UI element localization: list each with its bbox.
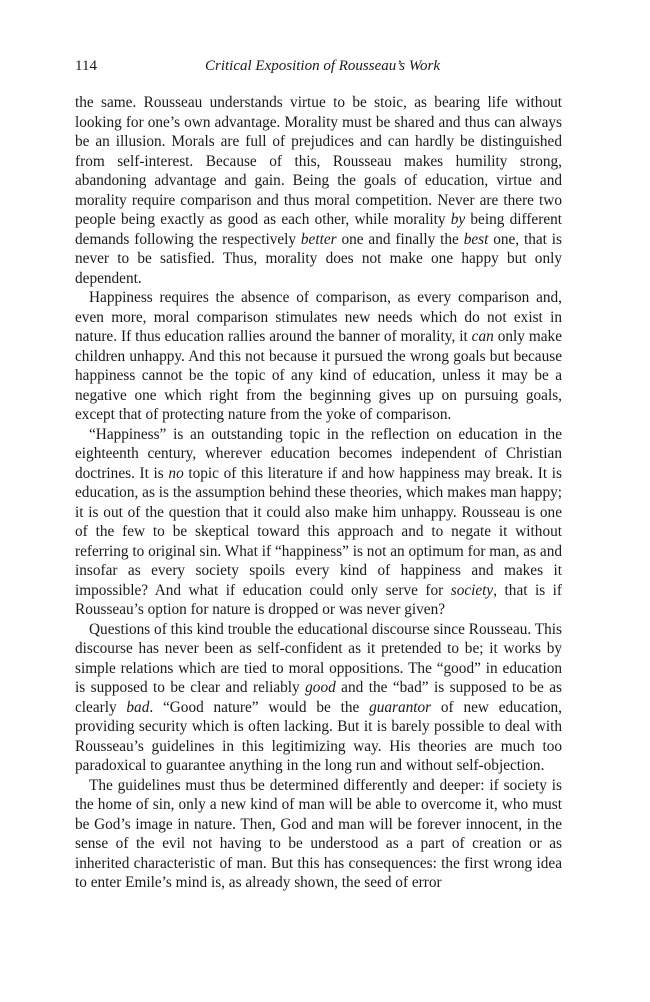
paragraph [75,288,562,425]
paragraph [75,776,562,893]
paragraph [75,425,562,620]
emphasized-text: good [305,679,336,696]
paragraph [75,93,562,288]
body-text [75,93,562,893]
emphasized-text: guarantor [369,698,432,716]
emphasized-text: by [450,211,466,228]
text-run: Happiness requires the absence of comparison, as every comparison and, even more, moral comparison stimulates new needs which do not exist in nature. If thus education rallies around the banner of morality, it [75,289,562,345]
emphasized-text: best [463,230,489,248]
text-run: Questions of this kind trouble the educational discourse since Rousseau. This discourse has never been as self-confident as it pretended to be; it works by simple relations which are tied to moral oppositions. The “good” in education is supposed to be clear and reliably [75,620,562,696]
text-run: being different demands following the respectively [75,211,563,248]
text-run: only make children unhappy. And this not because it pursued the wrong goals but because happiness cannot be the topic of any kind of education, unless it may be a negative one which right from the beginning gives up on pursuing goals, except that of protecting nature from the yoke of comparison. [75,328,562,423]
emphasized-text: can [471,328,494,345]
text-run: one, that is never to be satisfied. Thus, morality does not make one happy but only dependent. [75,230,562,287]
emphasized-text: bad [126,698,150,716]
running-header [75,56,562,76]
text-run: The guidelines must thus be determined differently and deeper: if society is the home of sin, only a new kind of man will be able to overcome it, who must be God’s image in nature. Then, God and man will be forever innocent, in the sense of the evil not having to be understood as a part of creation or as inherited characteristic of man. But this has consequences: the first wrong idea to enter Emile’s mind is, as already shown, the seed of error [75,776,562,891]
text-run: and the “bad” is supposed to be as clearly [75,679,562,716]
emphasized-text: society [450,581,494,599]
text-run: of new education, providing security which is often lacking. But it is barely possible to deal with Rousseau’s guidelines in this legitimizing way. His theories are much too paradoxical to guarantee anything in the long run and without self-objection. [75,698,562,774]
emphasized-text: better [300,230,337,248]
text-run: “Happiness” is an outstanding topic in the reflection on education in the eighteenth century, wherever education becomes independent of Christian doctrines. It is [75,425,562,482]
text-run: the same. Rousseau understands virtue to be stoic, as bearing life without looking for one’s own advantage. Morality must be shared and thus can always be an illusion. Morals are full of prejudices and can hardly be distinguished from self-interest. Because of this, Rousseau makes humility strong, abandoning advantage and gain. Being the goals of education, virtue and morality require comparison and thus moral competition. Never are there two people being exactly as good as each other, while morality [75,94,562,228]
text-run: , that is if Rousseau’s option for nature is dropped or was never given? [75,581,562,618]
paragraph [75,620,562,776]
page-number: 114 [75,58,97,74]
emphasized-text: no [168,464,184,482]
running-head-title: Critical Exposition of Rousseau’s Work [205,58,441,74]
text-run: one and finally the [336,230,464,248]
text-run: . “Good nature” would be the [149,698,370,716]
text-run: topic of this literature if and how happiness may break. It is education, as is the assumption behind these theories, which makes man happy; it is out of the question that it could also make him unhappy. Rousseau is one of the few to be skeptical toward this approach and to negate it without referring to original sin. What if “happiness” is not an optimum for man, as and insofar as every society spoils every kind of happiness and makes it impossible? And what if education could only serve for [75,464,562,599]
